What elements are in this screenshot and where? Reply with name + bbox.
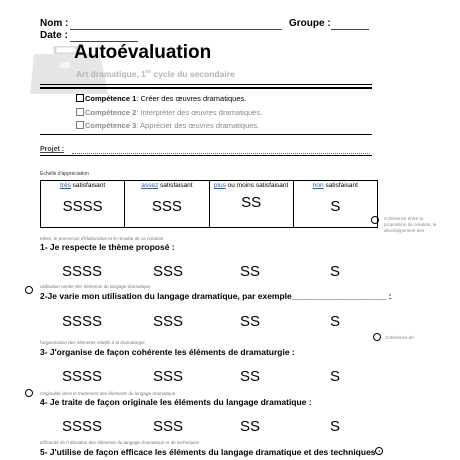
- competence-1[interactable]: Compétence 1: Créer des œuvres dramatiques.: [76, 94, 246, 103]
- question-1: 1- Je respecte le thème proposé :: [40, 242, 175, 252]
- rating-ss[interactable]: SS: [240, 263, 261, 280]
- rating-ssss[interactable]: SSSS: [62, 418, 103, 435]
- rating-row-1[interactable]: [0, 263, 460, 281]
- name-field[interactable]: [70, 29, 282, 30]
- scale-level-label: assez satisfaisant: [141, 182, 193, 189]
- rating-row-2[interactable]: [0, 313, 460, 331]
- question-2: 2-Je varie mon utilisation du langage dramatique, par exemple____________________ :: [40, 291, 392, 301]
- scale-cell-tres: [41, 181, 125, 228]
- rating-s[interactable]: S: [330, 368, 341, 385]
- group-label: Groupe :: [289, 18, 331, 29]
- scale-symbol: SSS: [151, 198, 182, 215]
- radio-circle[interactable]: [373, 333, 381, 341]
- rating-sss[interactable]: SSS: [153, 313, 184, 330]
- date-label: Date :: [40, 30, 68, 41]
- divider-projet: [40, 155, 372, 156]
- scale-cell-assez: [125, 181, 209, 228]
- scale-cell-plus-ou-moins: [209, 181, 293, 228]
- competence-3-checkbox[interactable]: [76, 121, 84, 129]
- criterion-4: Originalité dans le traitement des éléments du langage dramatique: [40, 391, 176, 396]
- question-5: 5- J'utilise de façon efficace les éléments du langage dramatique et des techniques :: [40, 447, 381, 457]
- rating-sss[interactable]: SSS: [153, 368, 184, 385]
- rating-ssss[interactable]: SSSS: [62, 368, 103, 385]
- rating-row-4[interactable]: [0, 418, 460, 436]
- page-title: Autoévaluation: [74, 42, 212, 63]
- rating-sss[interactable]: SSS: [153, 418, 184, 435]
- question-4: 4- Je traite de façon originale les éléments du langage dramatique :: [40, 397, 312, 407]
- projet-label: Projet :: [40, 146, 65, 153]
- rating-sss[interactable]: SSS: [153, 263, 184, 280]
- scale-level-label: très satisfaisant: [60, 182, 106, 189]
- scale-symbol: SSSS: [62, 198, 103, 215]
- radio-circle[interactable]: [25, 389, 33, 397]
- rating-ssss[interactable]: SSSS: [62, 263, 103, 280]
- rating-ss[interactable]: SS: [240, 418, 261, 435]
- scale-cell-non: [293, 181, 377, 228]
- side-note-coherence-de: Cohérence de: [385, 335, 414, 340]
- criterion-2: Utilisation variée des éléments du langage dramatique: [40, 284, 151, 289]
- name-label: Nom :: [40, 18, 69, 29]
- rating-s[interactable]: S: [330, 313, 341, 330]
- divider-thick: [40, 87, 372, 89]
- scale-level-label: non satisfaisant: [312, 182, 358, 189]
- rating-ss[interactable]: SS: [240, 368, 261, 385]
- rating-s[interactable]: S: [330, 418, 341, 435]
- competence-3[interactable]: Compétence 3: Apprécier des œuvres dramatiques.: [76, 121, 259, 130]
- echelle-label: Échelle d'appréciation: [40, 171, 89, 177]
- group-field[interactable]: [331, 29, 369, 30]
- page-subtitle: Art dramatique, 1er cycle du secondaire: [76, 69, 235, 79]
- competence-2-checkbox[interactable]: [76, 108, 84, 116]
- projet-field[interactable]: [72, 153, 370, 154]
- divider-thin: [40, 84, 372, 85]
- criterion-5: Efficacité de l'utilisation des éléments du langage dramatique et de techniques: [40, 440, 200, 445]
- criterion-3: l'organisation des éléments relatifs à la dramaturgie: [40, 340, 145, 345]
- rating-s[interactable]: S: [330, 263, 341, 280]
- radio-circle[interactable]: [371, 216, 379, 224]
- appreciation-scale-table: [40, 180, 378, 228]
- scale-symbol: SS: [241, 194, 262, 211]
- side-note-coherence-proposition: Cohérence entre la proposition de création, le développement des: [384, 216, 437, 233]
- rating-ss[interactable]: SS: [240, 313, 261, 330]
- competence-2[interactable]: Compétence 2: Interpréter des œuvres dramatiques.: [76, 108, 262, 117]
- rating-row-3[interactable]: [0, 368, 460, 386]
- scale-level-label: plus ou moins satisfaisant: [213, 182, 289, 189]
- rating-ssss[interactable]: SSSS: [62, 313, 103, 330]
- radio-circle[interactable]: [25, 286, 33, 294]
- question-3: 3- J'organise de façon cohérente les éléments de dramaturgie :: [40, 347, 295, 357]
- criterion-1: Idées, le processus d'élaboration et le résultat de sa création: [40, 236, 164, 241]
- divider-competences: [40, 134, 372, 135]
- scale-symbol: S: [330, 198, 341, 215]
- competence-1-checkbox[interactable]: [76, 94, 84, 102]
